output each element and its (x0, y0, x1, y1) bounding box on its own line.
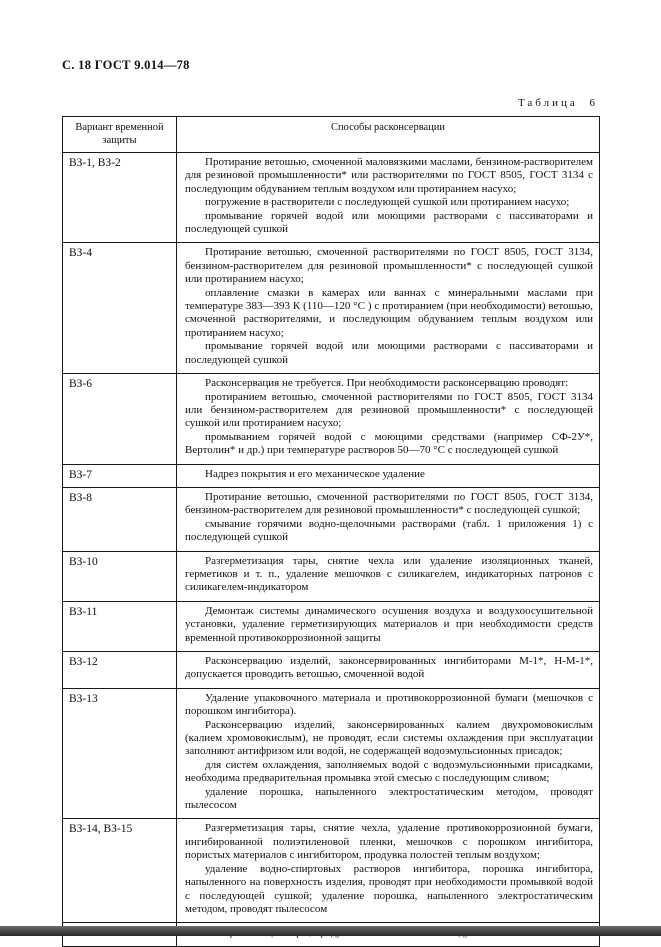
methods-cell (177, 153, 600, 243)
table-row (63, 601, 600, 651)
methods-cell (177, 652, 600, 689)
table-row (63, 688, 600, 819)
variant-cell: ВЗ-8 (63, 487, 177, 551)
method-paragraph: смывание горячими водно-щелочными растворами (табл. 1 приложения 1) с последующей сушкой (185, 517, 593, 544)
variant-cell: ВЗ-1, ВЗ-2 (63, 153, 177, 243)
method-paragraph: погружение в растворители с последующей сушкой или протиранием насухо; (205, 196, 570, 209)
col-header-methods: Способы расконсервации (177, 117, 600, 153)
table-row (63, 243, 600, 374)
col-header-variant: Вариант временной защиты (63, 117, 177, 153)
method-paragraph: Протирание ветошью, смоченной растворителями по ГОСТ 8505, ГОСТ 3134, бензином-растворителем для резиновой промышленности* с последующей сушкой; (185, 490, 593, 517)
variant-cell: ВЗ-10 (63, 551, 177, 601)
method-paragraph: Разгерметизация тары, снятие чехла, удаление противокоррозионной бумаги, ингибированной полиэтиленовой пленки, мешочков с порошком ингибитора, пористых материалов с ингибитором, продувка полостей теплым воздухом; (185, 822, 593, 862)
table-caption: Таблица 6 (517, 97, 598, 109)
method-paragraph: протиранием ветошью, смоченной растворителями по ГОСТ 8505, ГОСТ 3134 или бензином-растворителем для резиновой промышленности* с последующей сушкой или протиранием насухо; (185, 390, 593, 430)
methods-cell (177, 464, 600, 487)
method-paragraph: промывание горячей водой или моющими растворами с пассиваторами и последующей сушкой (185, 340, 593, 366)
variant-cell: ВЗ-7 (63, 464, 177, 487)
table-row (63, 652, 600, 689)
method-paragraph: Надрез покрытия и его механическое удаление (205, 467, 425, 480)
table-row (63, 819, 600, 923)
method-paragraph: Расконсервация не требуется. При необходимости расконсервацию проводят: (205, 377, 569, 390)
variant-cell: ВЗ-11 (63, 601, 177, 651)
method-paragraph: для систем охлаждения, заполняемых водой с водоэмульсионными присадками, необходима предварительная промывка этой смесью с последующим сливом; (185, 758, 593, 785)
table-row (63, 153, 600, 243)
method-paragraph: Демонтаж системы динамического осушения воздуха и воздухоосушительной установки, удаление герметизирующих материалов и при необходимости средств временной противокоррозионной защиты (185, 604, 593, 644)
variant-cell: ВЗ-14, ВЗ-15 (63, 819, 177, 923)
method-paragraph: удаление порошка, напыленного электростатическим методом, проводят пылесосом (185, 785, 593, 812)
methods-cell (177, 601, 600, 651)
methods-cell (177, 819, 600, 923)
variant-cell: ВЗ-12 (63, 652, 177, 689)
method-paragraph: оплавление смазки в камерах или ваннах с минеральными маслами при температуре 383—393 К (110—120 °С ) с протиранием (при необходимости) ветошью, смоченной растворителями, и последующим обдуванием теплым воздухом или протиранием насухо; (185, 286, 593, 339)
methods-cell (177, 688, 600, 819)
method-paragraph: промыванием горячей водой с моющими средствами (например СФ-2У*, Вертолин* и др.) при температуре растворов 50—70 °С с последующей сушкой (185, 430, 593, 457)
method-paragraph: промывание горячей водой или моющими растворами с пассиваторами и последующей сушкой (185, 209, 593, 236)
method-paragraph: Удаление упаковочного материала и противокоррозионной бумаги (мешочков с порошком ингибитора). (185, 691, 593, 718)
methods-cell (177, 243, 600, 374)
method-paragraph: Протирание ветошью, смоченной маловязкими маслами, бензином-растворителем для резиновой промышленности* или растворителями по ГОСТ 8505, ГОСТ 3134 с последующим обдуванием теплым воздухом или протиранием насухо; (185, 156, 593, 195)
table-header-row (63, 117, 600, 153)
table-row (63, 374, 600, 464)
variant-cell: ВЗ-4 (63, 243, 177, 374)
method-paragraph: удаление водно-спиртовых растворов ингибитора, порошка ингибитора, напыленного на поверхность изделия, проводят при необходимости промывкой водой с последующей сушкой; удаление порошка, напыленного электростатическим методом, проводят пылесосом (185, 862, 593, 915)
variant-cell: ВЗ-13 (63, 688, 177, 819)
method-paragraph: Расконсервацию изделий, законсервированных ингибиторами М-1*, Н-М-1*, допускается проводить ветошью, смоченной водой (185, 655, 593, 681)
table-row (63, 464, 600, 487)
deconservation-table (62, 116, 600, 947)
doc-header: С. 18 ГОСТ 9.014—78 (62, 58, 190, 72)
method-paragraph: Разгерметизация тары, снятие чехла или удаление изоляционных тканей, герметиков и т. п., удаление мешочков с силикагелем, индикаторных патронов с силикагелем-индикатором (185, 554, 593, 594)
methods-cell (177, 487, 600, 551)
method-paragraph: Расконсервацию изделий, законсервированных калием двухромовокислым (калием хромовокислым), не проводят, если системы охлаждения при эксплуатации заполняют антифризом или водой, не содержащей водоэмульсионных присадок; (185, 718, 593, 758)
page-scan-edge (0, 926, 661, 936)
methods-cell (177, 551, 600, 601)
methods-cell (177, 374, 600, 464)
table-row (63, 487, 600, 551)
table-row (63, 551, 600, 601)
method-paragraph: Протирание ветошью, смоченной растворителями по ГОСТ 8505, ГОСТ 3134, бензином-растворителем для резиновой промышленности* с последующей сушкой или протиранием насухо; (185, 246, 593, 286)
variant-cell: ВЗ-6 (63, 374, 177, 464)
